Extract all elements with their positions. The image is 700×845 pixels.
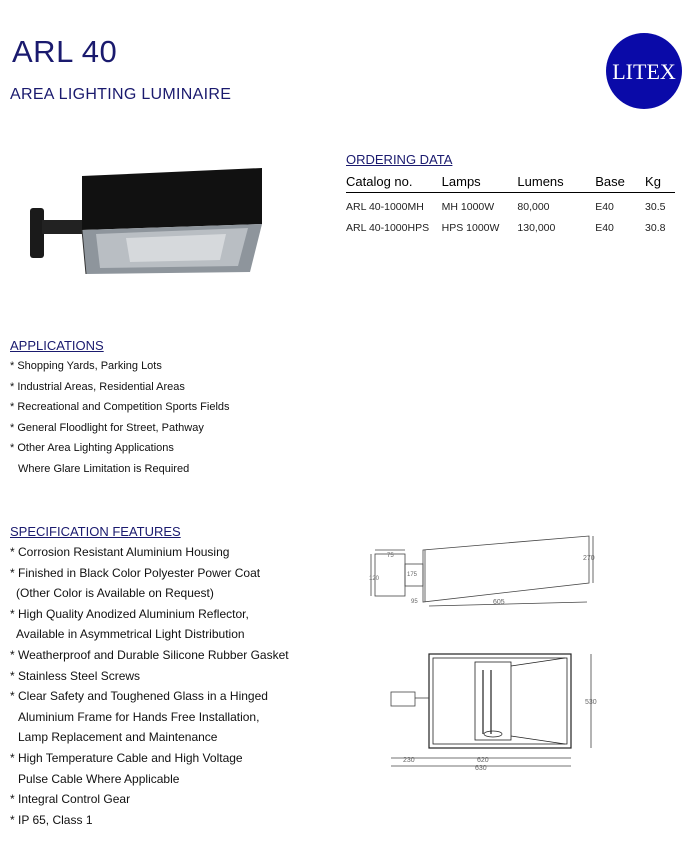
list-item: * General Floodlight for Street, Pathway [10, 421, 204, 434]
ordering-heading: ORDERING DATA [346, 152, 453, 167]
applications-heading: APPLICATIONS [10, 338, 104, 353]
cell: 130,000 [517, 221, 556, 234]
litex-logo [604, 32, 684, 110]
list-item: * Shopping Yards, Parking Lots [10, 360, 162, 372]
col-catalog: Catalog no. [346, 172, 442, 193]
list-item: * IP 65, Class 1 [10, 812, 93, 827]
ordering-header-row [346, 172, 675, 193]
dim-housing-length: 620 [477, 757, 489, 764]
luminaire-photo [26, 164, 266, 279]
dim-bracket-length: 230 [403, 757, 415, 764]
cell: 30.5 [645, 200, 666, 213]
col-lamps: Lamps [442, 172, 518, 193]
dim-arm: 175 [407, 572, 418, 578]
logo-text: LITEX [612, 59, 676, 84]
cell: E40 [595, 221, 614, 234]
ordering-table [346, 172, 675, 235]
list-item: Available in Asymmetrical Light Distribution [16, 627, 245, 642]
list-item: * Industrial Areas, Residential Areas [10, 380, 185, 393]
side-view-drawing [365, 528, 605, 610]
list-item: * Finished in Black Color Polyester Power Coat [10, 565, 261, 580]
col-kg: Kg [645, 172, 675, 193]
spec-list [10, 542, 289, 830]
cell: MH 1000W [441, 200, 495, 213]
page-subtitle: AREA LIGHTING LUMINAIRE [10, 86, 232, 103]
list-item: * High Quality Anodized Aluminium Reflector, [10, 606, 249, 621]
cell: HPS 1000W [441, 221, 500, 234]
list-item: * Corrosion Resistant Aluminium Housing [10, 545, 230, 559]
spec-heading: SPECIFICATION FEATURES [10, 524, 181, 539]
list-item: Lamp Replacement and Maintenance [18, 730, 218, 745]
list-item: * Clear Safety and Toughened Glass in a Hinged [10, 689, 268, 704]
cell: E40 [595, 200, 614, 213]
list-item: * Recreational and Competition Sports Fields [10, 401, 230, 414]
dim-bracket-height: 120 [369, 576, 380, 582]
cell: ARL 40-1000HPS [346, 221, 430, 234]
list-item: Pulse Cable Where Applicable [18, 771, 180, 786]
cell: 30.8 [645, 221, 666, 234]
applications-list [10, 356, 230, 480]
dim-height: 270 [583, 555, 595, 562]
table-row [346, 214, 675, 235]
list-item: * Weatherproof and Durable Silicone Rubber Gasket [10, 647, 289, 662]
dim-width: 530 [585, 699, 597, 706]
dim-length: 605 [493, 599, 505, 606]
list-item: (Other Color is Available on Request) [16, 586, 214, 601]
list-item: * High Temperature Cable and High Voltage [10, 750, 243, 765]
list-item: * Other Area Lighting Applications [10, 442, 174, 455]
dim-total-length: 630 [475, 765, 487, 772]
list-item: * Stainless Steel Screws [10, 668, 141, 683]
dim-bracket-width: 75 [387, 553, 394, 559]
cell: ARL 40-1000MH [346, 200, 424, 213]
col-base: Base [595, 172, 645, 193]
plan-view-drawing [385, 648, 605, 773]
cell: 80,000 [517, 200, 550, 213]
table-row [346, 193, 675, 215]
page-title: ARL 40 [12, 34, 118, 69]
list-item: Aluminium Frame for Hands Free Installation, [18, 709, 260, 724]
col-lumens: Lumens [517, 172, 595, 193]
list-item: * Integral Control Gear [10, 792, 131, 807]
list-item: Where Glare Limitation is Required [18, 462, 190, 475]
dim-offset: 95 [411, 599, 418, 605]
